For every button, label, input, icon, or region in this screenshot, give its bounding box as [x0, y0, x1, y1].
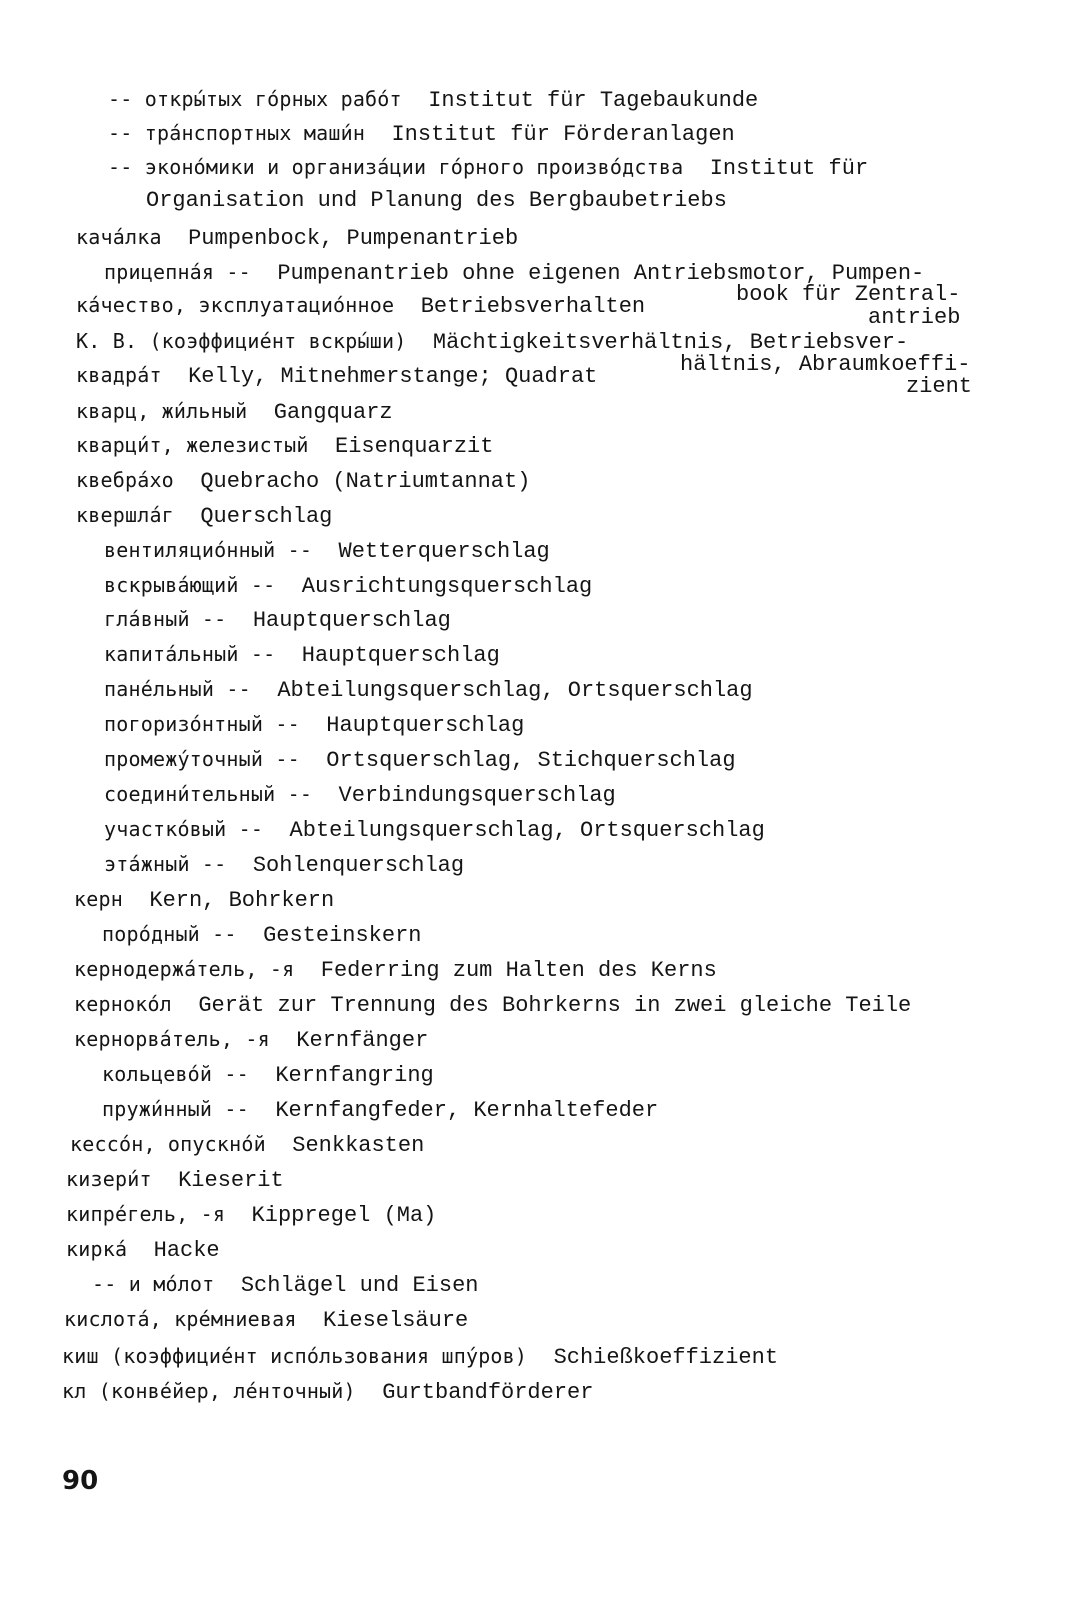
entry-line: керн Kern, Bohrkern [74, 887, 335, 913]
entry-line: вентиляцио́нный -- Wetterquerschlag [104, 538, 550, 564]
entry-line: -- откры́тых го́рных рабо́т Institut für Tagebaukunde [108, 87, 759, 113]
page-number: 90 [62, 1466, 99, 1496]
entry-line: Organisation und Planung des Bergbaubetriebs [146, 188, 727, 213]
entry-line: zient [906, 374, 973, 399]
entry-line: book für Zentral- [736, 282, 961, 307]
entry-line: -- и мо́лот Schlägel und Eisen [92, 1272, 479, 1298]
entry-line: кессо́н, опускно́й Senkkasten [70, 1132, 425, 1158]
entry-line: -- тра́нспортных маши́н Institut für Förderanlagen [108, 121, 735, 147]
entry-line: гла́вный -- Hauptquerschlag [104, 607, 451, 633]
entry-line: пане́льный -- Abteilungsquerschlag, Ortsquerschlag [104, 677, 753, 703]
entry-line: кернoко́л Gerät zur Trennung des Bohrkerns in zwei gleiche Teile [74, 992, 912, 1018]
entry-line: погоризо́нтный -- Hauptquerschlag [104, 712, 525, 738]
entry-line: -- эконо́мики и организа́ции го́рного произво́дства Institut für [108, 155, 869, 181]
entry-line: промежу́точный -- Ortsquerschlag, Stichquerschlag [104, 747, 736, 773]
entry-line: капита́льный -- Hauptquerschlag [104, 642, 500, 668]
entry-line: кизери́т Kieserit [66, 1167, 284, 1193]
entry-line: соедини́тельный -- Verbindungsquerschlag [104, 782, 616, 808]
entry-line: кипре́гель, -я Kippregel (Ma) [66, 1202, 437, 1228]
entry-line: кача́лка Pumpenbock, Pumpenantrieb [76, 225, 519, 251]
entry-line: К. В. (коэффицие́нт вскры́ши) Mächtigkeitsverhältnis, Betriebsver- [76, 329, 909, 355]
entry-line: участко́вый -- Abteilungsquerschlag, Ortsquerschlag [104, 817, 765, 843]
entry-line: кл (конве́йер, ле́нточный) Gurtbandförderer [62, 1379, 594, 1405]
entry-line: кольцево́й -- Kernfangring [102, 1062, 434, 1088]
entry-line: hältnis, Abraumkoeffi- [680, 352, 971, 377]
entry-line: прицепна́я -- Pumpenantrieb ohne eigenen Antriebsmotor, Pumpen- [104, 260, 925, 286]
entry-line: квершла́г Querschlag [76, 503, 333, 529]
entry-line: ка́чество, эксплуатацио́нное Betriebsverhalten [76, 293, 646, 319]
entry-line: квадра́т Kelly, Mitnehmerstange; Quadrat [76, 363, 598, 389]
entry-line: antrieb [868, 305, 961, 330]
entry-line: кварци́т, железистый Eisenquarzit [76, 433, 494, 459]
entry-line: вскрыва́ющий -- Ausrichtungsquerschlag [104, 573, 593, 599]
entry-line: пружи́нный -- Kernfangfeder, Kernhaltefeder [102, 1097, 659, 1123]
entry-line: киш (коэффицие́нт испо́льзования шпу́ров) Schießkoeffizient [62, 1344, 779, 1370]
entry-line: кернорва́тель, -я Kernfänger [74, 1027, 429, 1053]
entry-line: кернодержа́тель, -я Federring zum Halten des Kerns [74, 957, 717, 983]
entry-line: поро́дный -- Gesteinskern [102, 922, 422, 948]
entry-line: кирка́ Hacke [66, 1237, 220, 1263]
entry-line: кварц, жи́льный Gangquarz [76, 399, 393, 425]
entry-line: кислота́, кре́мниевая Kieselsäure [64, 1307, 469, 1333]
entry-line: эта́жный -- Sohlenquerschlag [104, 852, 465, 878]
entry-line: квебра́хо Quebracho (Natriumtannat) [76, 468, 531, 494]
